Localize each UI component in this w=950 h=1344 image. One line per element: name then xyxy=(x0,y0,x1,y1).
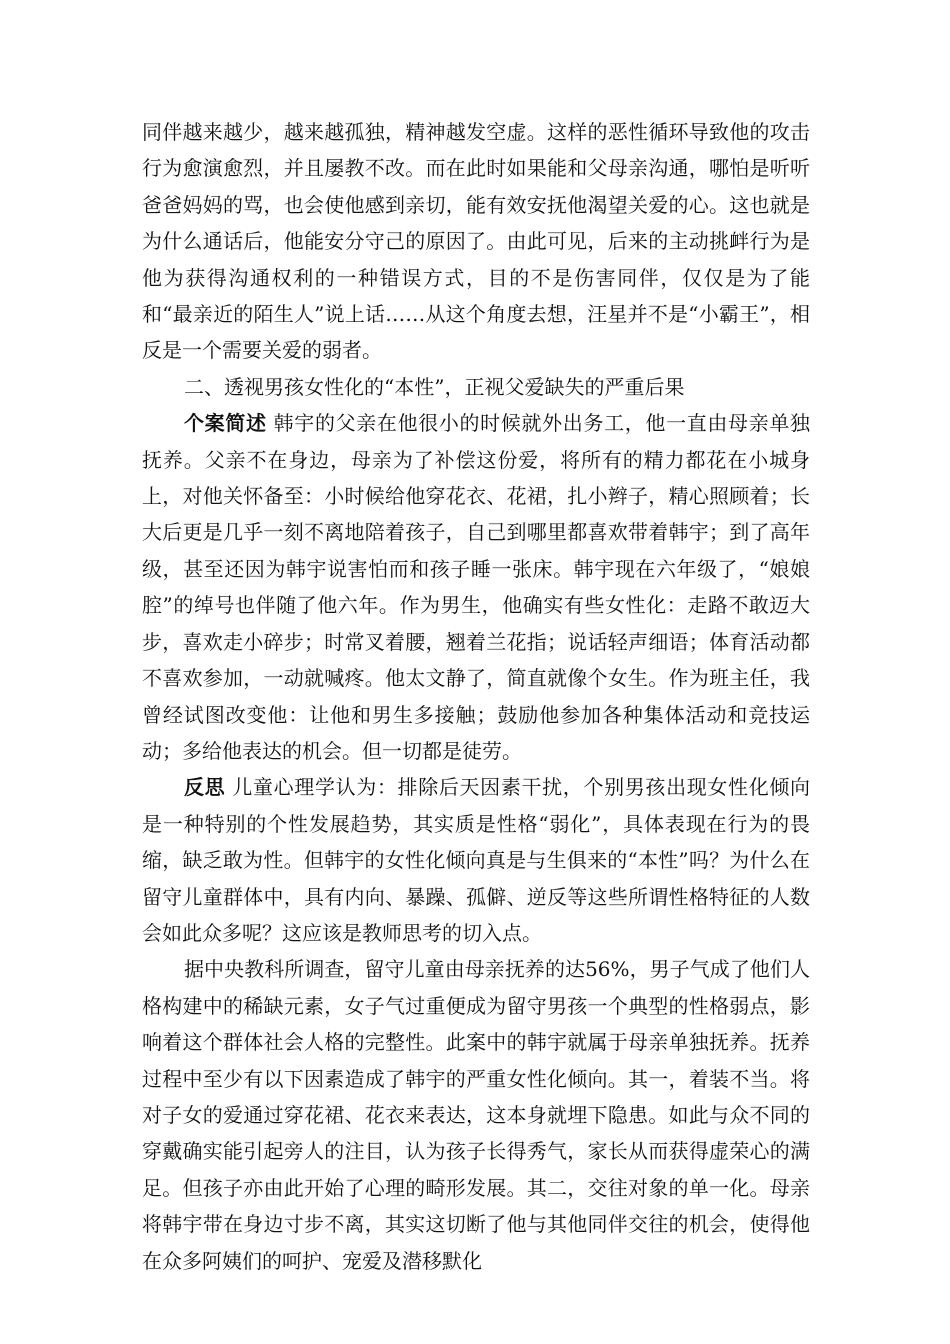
case-summary-text: 韩宇的父亲在他很小的时候就外出务工，他一直由母亲单独抚养。父亲不在身边，母亲为了补偿这份爱，将所有的精力都花在小城身上，对他关怀备至：小时候给他穿花衣、花裙，扎小辫子，精心照顾着；长大后更是几乎一刻不离地陪着孩子，自己到哪里都喜欢带着韩宇；到了高年级，甚至还因为韩宇说害怕而和孩子睡一张床。韩宇现在六年级了，“娘娘腔”的绰号也伴随了他六年。作为男生，他确实有些女性化：走路不敢迈大步，喜欢走小碎步；时常叉着腰，翘着兰花指；说话轻声细语；体育活动都不喜欢参加，一动就喊疼。他太文静了，简直就像个女生。作为班主任，我曾经试图改变他：让他和男生多接触；鼓励他参加各种集体活动和竞技运动；多给他表达的机会。但一切都是徒劳。 xyxy=(142,411,811,763)
paragraph-reflection xyxy=(142,769,810,951)
reflection-label: 反思 xyxy=(184,775,226,800)
reflection-text: 儿童心理学认为：排除后天因素干扰，个别男孩出现女性化倾向是一种特别的个性发展趋势，其实质是性格“弱化”，具体表现在行为的畏缩，缺乏敢为性。但韩宇的女性化倾向真是与生俱来的“本性”吗？为什么在留守儿童群体中，具有内向、暴躁、孤僻、逆反等这些所谓性格特征的人数会如此众多呢？这应该是教师思考的切入点。 xyxy=(142,775,811,945)
paragraph-case-summary xyxy=(142,405,810,769)
section-heading: 二、透视男孩女性化的“本性”，正视父爱缺失的严重后果 xyxy=(184,374,685,399)
paragraph-continuation: 同伴越来越少，越来越孤独，精神越发空虚。这样的恶性循环导致他的攻击行为愈演愈烈，并且屡教不改。而在此时如果能和父母亲沟通，哪怕是听听爸爸妈妈的骂，也会使他感到亲切，能有效安抚他渴望关爱的心。这也就是为什么通话后，他能安分守己的原因了。由此可见，后来的主动挑衅行为是他为获得沟通权利的一种错误方式，目的不是伤害同伴，仅仅是为了能和“最亲近的陌生人”说上话……从这个角度去想，汪星并不是“小霸王”，相反是一个需要关爱的弱者。 xyxy=(142,120,810,363)
document-body xyxy=(142,114,810,1279)
paragraph-survey: 据中央教科所调查，留守儿童由母亲抚养的达56%，男子气成了他们人格构建中的稀缺元素，女子气过重便成为留守男孩一个典型的性格弱点，影响着这个群体社会人格的完整性。此案中的韩宇就属于母亲单独抚养。抚养过程中至少有以下因素造成了韩宇的严重女性化倾向。其一，着装不当。将对子女的爱通过穿花裙、花衣来表达，这本身就埋下隐患。如此与众不同的穿戴确实能引起旁人的注目，认为孩子长得秀气，家长从而获得虚荣心的满足。但孩子亦由此开始了心理的畸形发展。其二，交往对象的单一化。母亲将韩宇带在身边寸步不离，其实这切断了他与其他同伴交往的机会，使得他在众多阿姨们的呵护、宠爱及潜移默化 xyxy=(142,957,810,1273)
case-summary-label: 个案简述 xyxy=(184,411,267,436)
